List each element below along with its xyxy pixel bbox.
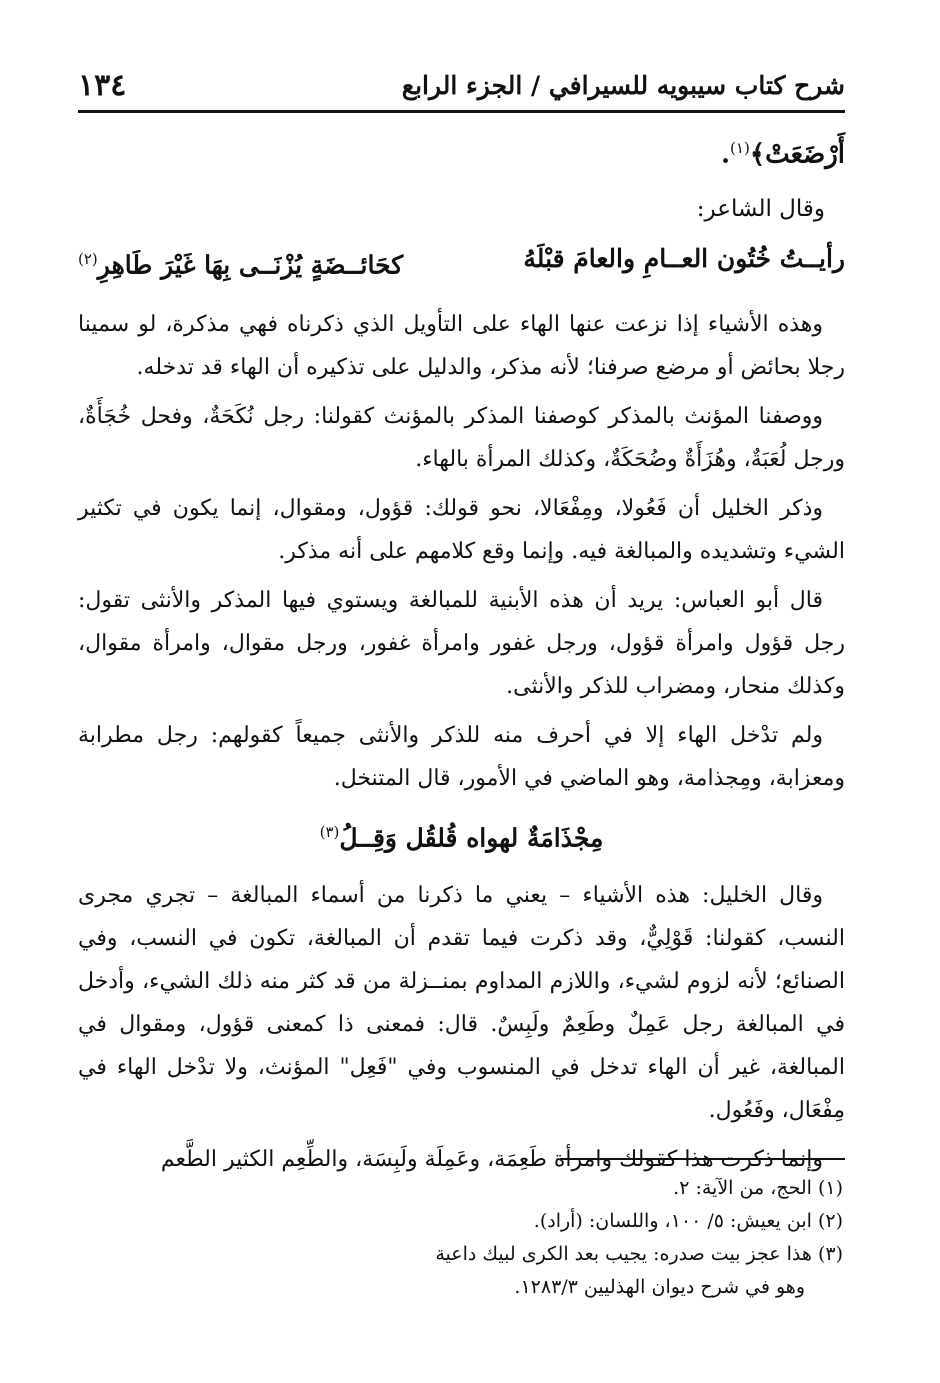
quran-fragment-text: أَرْضَعَتْ﴾: [749, 139, 845, 170]
poetry-verse: [78, 235, 845, 289]
footnotes-section: [78, 1158, 845, 1304]
main-text: [78, 126, 845, 1187]
paragraph: ولم تدْخل الهاء إلا في أحرف منه للذكر والأنثى جميعاً كقولهم: رجل مطرابة ومعزابة، ومِجذامة، وهو الماضي في الأمور، قال المتنخل.: [78, 722, 845, 791]
verse-second-hemistich: كحَائــضَةٍ يُزْنَــى بِهَا غَيْرَ طَاهِرِ$^{(٢)}$: [78, 249, 404, 279]
paragraph: وهذه الأشياء إذا نزعت عنها الهاء على التأويل الذي ذكرناه فهي مذكرة، لو سمينا رجلا بحائض أو مرضع صرفنا؛ لأنه مذكر، والدليل على تذكيره أن الهاء قد تدخله.: [78, 311, 845, 380]
footnote-3-continued: وهو في شرح ديوان الهذليين ١٢٨٣/٣.: [514, 1276, 805, 1298]
verse-first-hemistich: رأيــتُ خُتُون العــامِ والعامَ قبْلَهُ: [523, 243, 845, 273]
centered-verse: [78, 806, 845, 864]
paragraph: وذكر الخليل أن فَعُولا، ومِفْعَالا، نحو قولك: قؤول، ومقوال، إنما يكون في تكثير الشيء وتشديده والمبالغة فيه. وإنما وقع كلامهم على أنه مذكر.: [78, 495, 845, 564]
paragraph: وإنما ذكرت هذا كقولك وامرأة طَعِمَة، وعَمِلَة ولَبِسَة، والطِّعِم الكثير الطَّعم: [160, 1147, 823, 1173]
centered-verse-text: مِجْذَامَةٌ لهواه قُلقُل وَقِــلُ: [339, 823, 604, 853]
footnote-2: (٢) ابن يعيش: ٥/ ١٠٠، واللسان: (أراد).: [533, 1210, 843, 1232]
speaker-intro: وقال الشاعر:: [696, 195, 825, 222]
book-page: [78, 0, 845, 1383]
footnote-3: (٣) هذا عجز بيت صدره: يجيب بعد الكرى لبيك داعية: [435, 1243, 843, 1265]
footnote-ref-3: (٣): [319, 822, 340, 841]
footnote-ref-1: (١): [730, 139, 750, 157]
footnote-divider: [560, 1158, 845, 1160]
paragraph: قال أبو العباس: يريد أن هذه الأبنية للمبالغة ويستوي فيها المذكر والأنثى تقول: رجل قؤول وامرأة قؤول، ورجل غفور وامرأة غفور، ورجل مقوال، وامرأة مقوال، وكذلك منحار، ومضراب للذكر والأنثى.: [78, 587, 845, 699]
paragraph: ووصفنا المؤنث بالمذكر كوصفنا المذكر بالمؤنث كقولنا: رجل نُكَحَةٌ، وفحل خُجَأَةٌ، ورجل لُعَبَةٌ، وهُزَأَةٌ وضُحَكَةٌ، وكذلك المرأة بالهاء.: [78, 403, 845, 472]
page-header: [78, 60, 845, 113]
running-title: شرح كتاب سيبويه للسيرافي / الجزء الرابع: [401, 70, 845, 100]
page-number: ١٣٤: [78, 67, 127, 103]
quran-fragment: أَرْضَعَتْ﴾$^{(١)}$.: [720, 139, 845, 170]
footnote-1: (١) الحج، من الآية: ٢.: [673, 1177, 843, 1199]
paragraph: وقال الخليل: هذه الأشياء – يعني ما ذكرنا من أسماء المبالغة – تجري مجرى النسب، كقولنا: قَوْلِيٌّ، وقد ذكرت فيما تقدم أن المبالغة، تكون في النسب، وفي الصنائع؛ لأنه لزوم لشيء، واللازم المداوم بمنــزلة من قد كثر منه ذلك الشيء، وأدخل في المبالغة رجل عَمِلٌ وطَعِمٌ ولَبِسٌ. قال: فمعنى ذا كمعنى قؤول، ومقوال في المبالغة، غير أن الهاء تدخل في المنسوب وفي "فَعِل" المؤنث، ولا تدْخل الهاء في مِفْعَال، وفَعُول.: [78, 883, 845, 1124]
footnote-ref-2: (٢): [78, 249, 98, 268]
